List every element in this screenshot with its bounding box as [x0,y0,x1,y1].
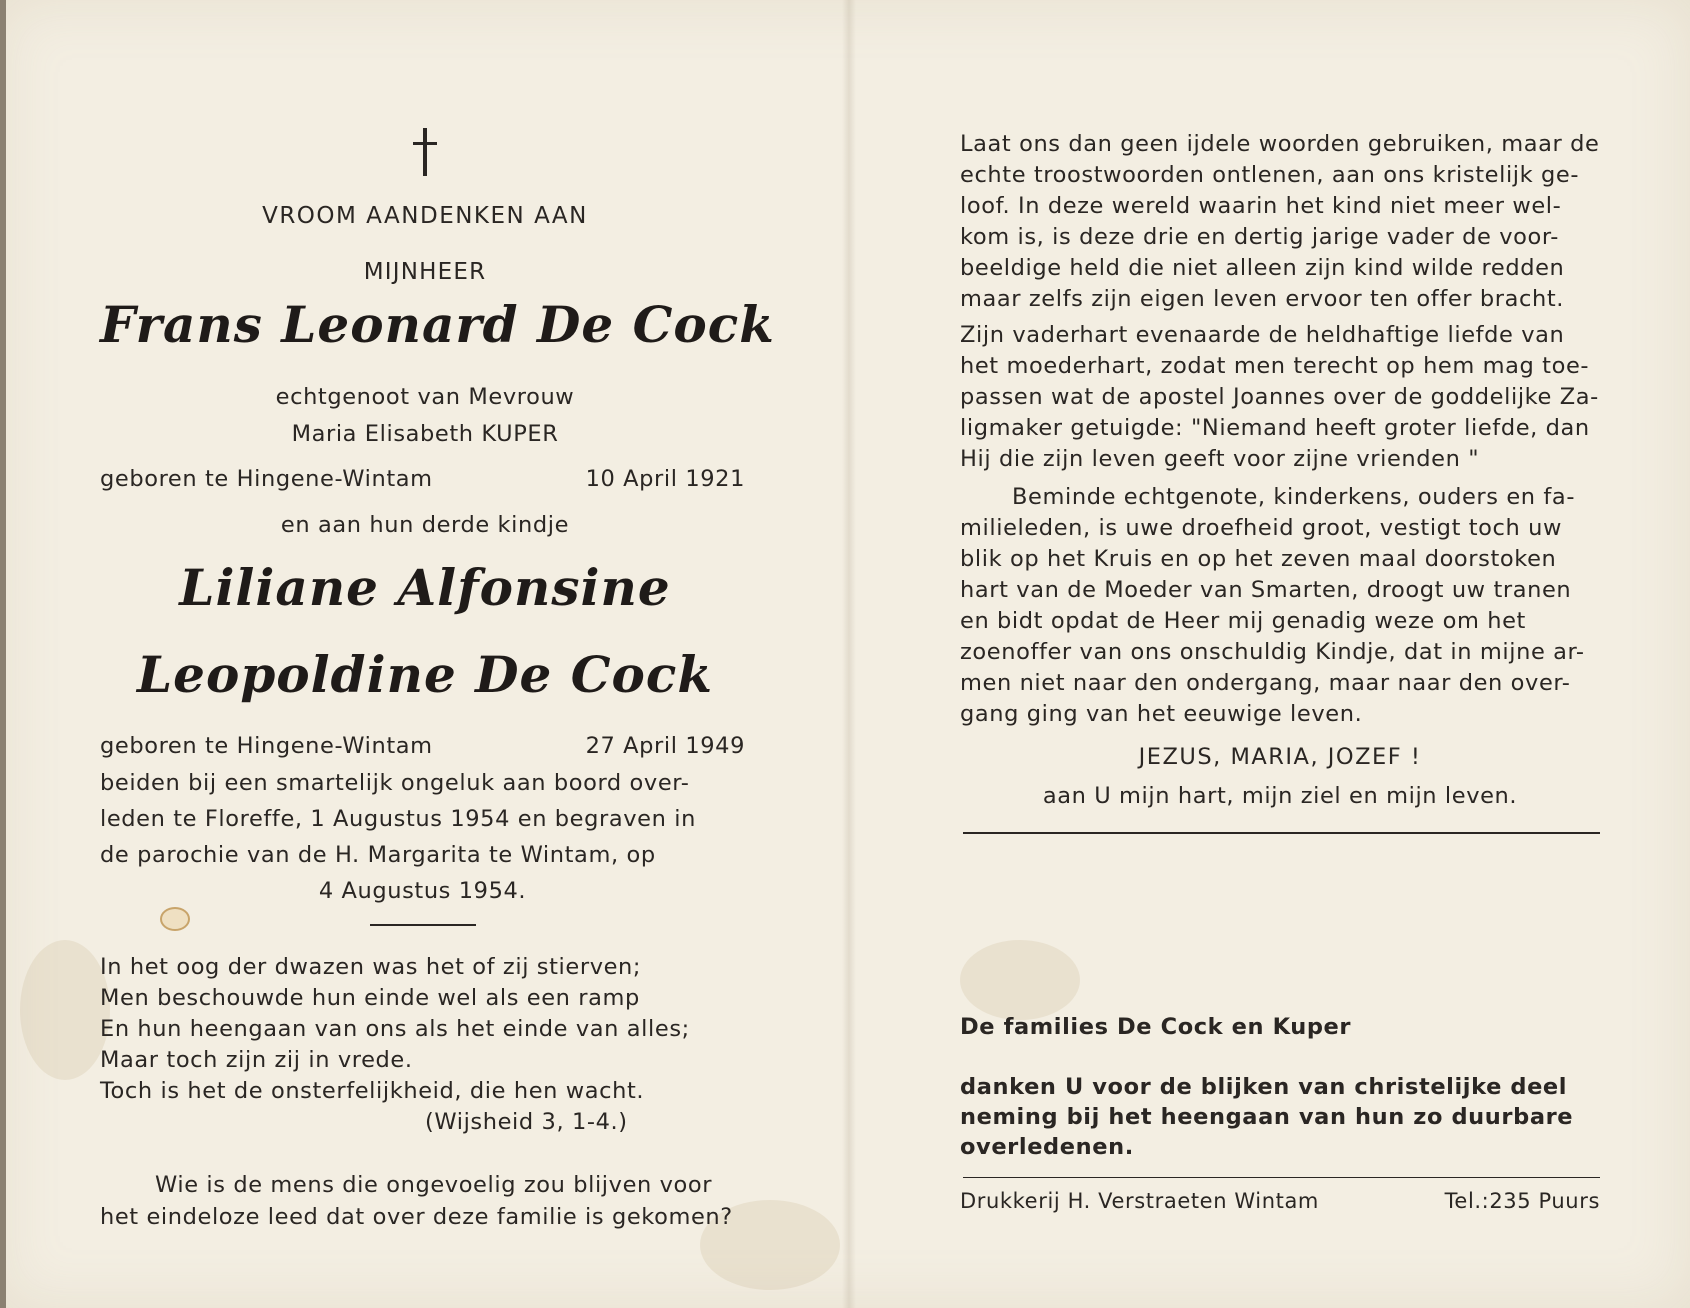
birth-place: geboren te Hingene-Wintam [100,466,433,492]
spouse-name: Maria Elisabeth KUPER [291,421,559,447]
text-line: Hij die zijn leven geeft voor zijne vrienden " [960,446,1480,472]
verse-line: Maar toch zijn zij in vrede. [100,1047,413,1073]
birth-line-child [100,733,745,759]
text-line: Laat ons dan geen ijdele woorden gebruiken, maar de [960,131,1600,157]
text-line: maar zelfs zijn eigen leven ervoor ten offer bracht. [960,286,1565,312]
text-line: echte troostwoorden ontlenen, aan ons kristelijk ge- [960,162,1580,188]
text-line: het moederhart, zodat men terecht op hem mag toe- [960,353,1590,379]
death-line: 4 Augustus 1954. [318,878,527,904]
prayer-line: aan U mijn hart, mijn ziel en mijn leven. [1042,783,1518,809]
text-line: en bidt opdat de Heer mij genadig weze om het [960,608,1526,634]
text-line: beeldige held die niet alleen zijn kind wilde redden [960,255,1565,281]
verse-line: En hun heengaan van ons als het einde van alles; [100,1016,690,1042]
divider [963,832,1600,834]
left-panel [100,0,775,1308]
heading: VROOM AANDENKEN AAN [262,203,588,229]
text-line: milieleden, is uwe droefheid groot, vestigt toch uw [960,515,1562,541]
text-line: gang ging van het eeuwige leven. [960,701,1363,727]
birth-date: 10 April 1921 [585,466,745,492]
birth-line-father [100,466,745,492]
printer-tel: Tel.:235 Puurs [1444,1189,1600,1213]
text-line: Zijn vaderhart evenaarde de heldhaftige liefde van [960,322,1565,348]
closing-line: Wie is de mens die ongevoelig zou blijven voor [155,1172,713,1198]
thanks-line: neming bij het heengaan van hun zo duurbare [960,1104,1574,1130]
child-intro: en aan hun derde kindje [280,512,570,538]
text-line: passen wat de apostel Joannes over de goddelijke Za- [960,384,1599,410]
thanks-line: overledenen. [960,1134,1134,1160]
text-line: Beminde echtgenote, kinderkens, ouders en fa- [1012,484,1576,510]
right-panel [960,0,1605,1308]
spouse-line: echtgenoot van Mevrouw [275,384,575,410]
text-line: men niet naar den ondergang, maar naar den over- [960,670,1571,696]
closing-line: het eindeloze leed dat over deze familie is gekomen? [100,1204,733,1230]
printer-line [960,1189,1600,1213]
text-line: hart van de Moeder van Smarten, droogt uw tranen [960,577,1572,603]
title: MIJNHEER [363,259,487,285]
text-line: ligmaker getuigde: "Niemand heeft groter liefde, dan [960,415,1590,441]
death-line: de parochie van de H. Margarita te Wintam, op [100,842,656,868]
text-line: kom is, is deze drie en dertig jarige vader de voor- [960,224,1560,250]
thanks-line: danken U voor de blijken van christelijke deel [960,1074,1568,1100]
deceased-name-father: Frans Leonard De Cock [100,295,775,354]
deceased-name-child-1: Liliane Alfonsine [179,558,671,617]
prayer-line: JEZUS, MARIA, JOZEF ! [1138,744,1422,770]
birth-date: 27 April 1949 [585,733,745,759]
death-line: leden te Floreffe, 1 Augustus 1954 en begraven in [100,806,696,832]
birth-place: geboren te Hingene-Wintam [100,733,433,759]
card-fold [842,0,856,1308]
text-line: zoenoffer van ons onschuldig Kindje, dat in mijne ar- [960,639,1585,665]
verse-line: Toch is het de onsterfelijkheid, die hen wacht. [100,1078,645,1104]
printer-name: Drukkerij H. Verstraeten Wintam [960,1189,1319,1213]
cross-icon [405,128,445,180]
verse-line: In het oog der dwazen was het of zij stierven; [100,954,642,980]
death-line: beiden bij een smartelijk ongeluk aan boord over- [100,770,690,796]
verse-source: (Wijsheid 3, 1-4.) [425,1109,628,1135]
text-line: blik op het Kruis en op het zeven maal doorstoken [960,546,1557,572]
divider [963,1177,1600,1178]
deceased-name-child-2: Leopoldine De Cock [137,645,713,704]
family-line: De families De Cock en Kuper [960,1014,1352,1040]
verse-line: Men beschouwde hun einde wel als een ramp [100,985,640,1011]
divider [370,924,476,926]
text-line: loof. In deze wereld waarin het kind niet meer wel- [960,193,1562,219]
card-edge [0,0,6,1308]
paper-stain [20,940,110,1080]
